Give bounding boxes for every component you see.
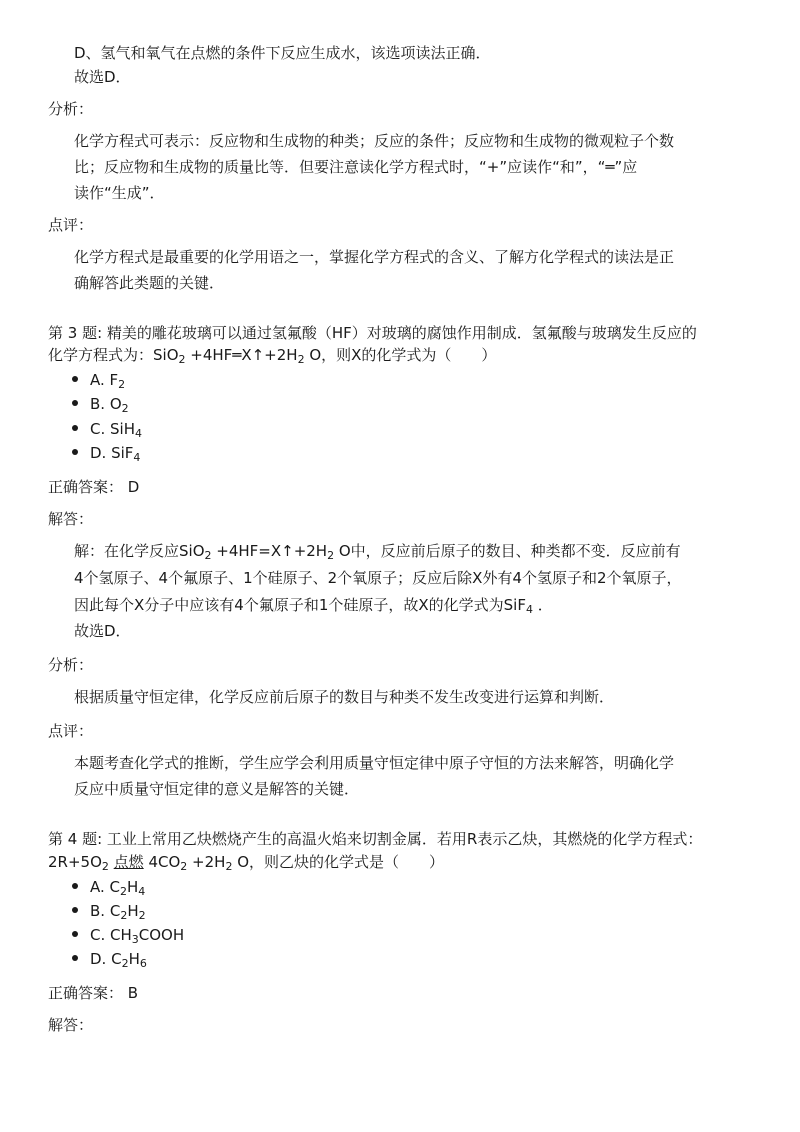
q3-choose: 故选D． bbox=[74, 622, 131, 640]
bullet-icon bbox=[72, 376, 78, 382]
q3-option[interactable]: D. SiF$_4$ bbox=[72, 442, 140, 464]
q4-option[interactable]: B. $C_2H_2$ bbox=[72, 900, 146, 922]
bullet-icon bbox=[72, 449, 78, 455]
prev-answer-tail: D、氢气和氧气在点燃的条件下反应生成水，该选项读法正确． bbox=[74, 44, 491, 62]
q3-answer: 正确答案： D bbox=[48, 478, 140, 496]
q4-solution-label: 解答： bbox=[48, 1016, 94, 1034]
q3-comment-line: 反应中质量守恒定律的意义是解答的关键． bbox=[74, 780, 360, 798]
bullet-icon bbox=[72, 883, 78, 889]
q4-option[interactable]: A. $C_2H_4$ bbox=[72, 876, 145, 898]
q3-title-formula: 化学方程式为：$SiO_2 +4HF═X↑+2H_2$ O，则X的化学式为（ ） bbox=[48, 346, 497, 366]
bullet-icon bbox=[72, 425, 78, 431]
q4-answer: 正确答案： B bbox=[48, 984, 139, 1002]
q3-comment-line: 本题考查化学式的推断，学生应学会利用质量守恒定律中原子守恒的方法来解答，明确化学 bbox=[74, 754, 675, 772]
q3-option[interactable]: A. $F_2$ bbox=[72, 369, 125, 391]
bullet-icon bbox=[72, 400, 78, 406]
prev-analysis-line: 比；反应物和生成物的质量比等．但要注意读化学方程式时，“+”应读作“和”，“═”应 bbox=[74, 158, 638, 176]
q3-solution-line: 4个氢原子、4个氟原子、1个硅原子、2个氧原子；反应后除X外有4个氢原子和2个氧原子， bbox=[74, 569, 682, 587]
q3-solution-label: 解答： bbox=[48, 510, 94, 528]
prev-comment-line: 确解答此类题的关键． bbox=[74, 274, 225, 292]
q4-option[interactable]: D. $C_2H_6$ bbox=[72, 948, 147, 970]
q3-option[interactable]: B. $O_2$ bbox=[72, 393, 129, 415]
condition-label: 点燃 bbox=[113, 853, 144, 871]
q3-comment-label: 点评： bbox=[48, 722, 94, 740]
q3-analysis-line: 根据质量守恒定律，化学反应前后原子的数目与种类不发生改变进行运算和判断． bbox=[74, 688, 615, 706]
q3-solution-line: 解：在化学反应$SiO_2 +4HF=X↑+2H_2$ O中，反应前后原子的数目、种类都不变．反应前有 bbox=[74, 542, 681, 562]
q4-option[interactable]: C. $CH_3COOH$ bbox=[72, 924, 184, 946]
prev-comment-label: 点评： bbox=[48, 216, 94, 234]
bullet-icon bbox=[72, 907, 78, 913]
q4-title-formula: $2R+5O_2$ 点燃 $4CO_2 +2H_2$ O，则乙炔的化学式是（ ） bbox=[48, 853, 445, 873]
q4-title: 第 4 题: 工业上常用乙炔燃烧产生的高温火焰来切割金属．若用R表示乙炔，其燃烧的化学方程式： bbox=[48, 830, 703, 848]
q3-analysis-label: 分析： bbox=[48, 656, 94, 674]
prev-choose: 故选D． bbox=[74, 68, 131, 86]
prev-analysis-label: 分析： bbox=[48, 100, 94, 118]
q3-solution-line: 因此每个X分子中应该有4个氟原子和1个硅原子，故X的化学式为SiF$_4$ ． bbox=[74, 596, 553, 616]
prev-comment-line: 化学方程式是最重要的化学用语之一，掌握化学方程式的含义、了解方化学程式的读法是正 bbox=[74, 248, 675, 266]
bullet-icon bbox=[72, 931, 78, 937]
q3-title: 第 3 题: 精美的雕花玻璃可以通过氢氟酸（HF）对玻璃的腐蚀作用制成．氢氟酸与玻璃发生反应的 bbox=[48, 324, 697, 342]
prev-analysis-line: 化学方程式可表示：反应物和生成物的种类；反应的条件；反应物和生成物的微观粒子个数 bbox=[74, 132, 675, 150]
prev-analysis-line: 读作“生成”． bbox=[74, 184, 165, 202]
bullet-icon bbox=[72, 955, 78, 961]
q3-option[interactable]: C. SiH$_4$ bbox=[72, 418, 142, 440]
